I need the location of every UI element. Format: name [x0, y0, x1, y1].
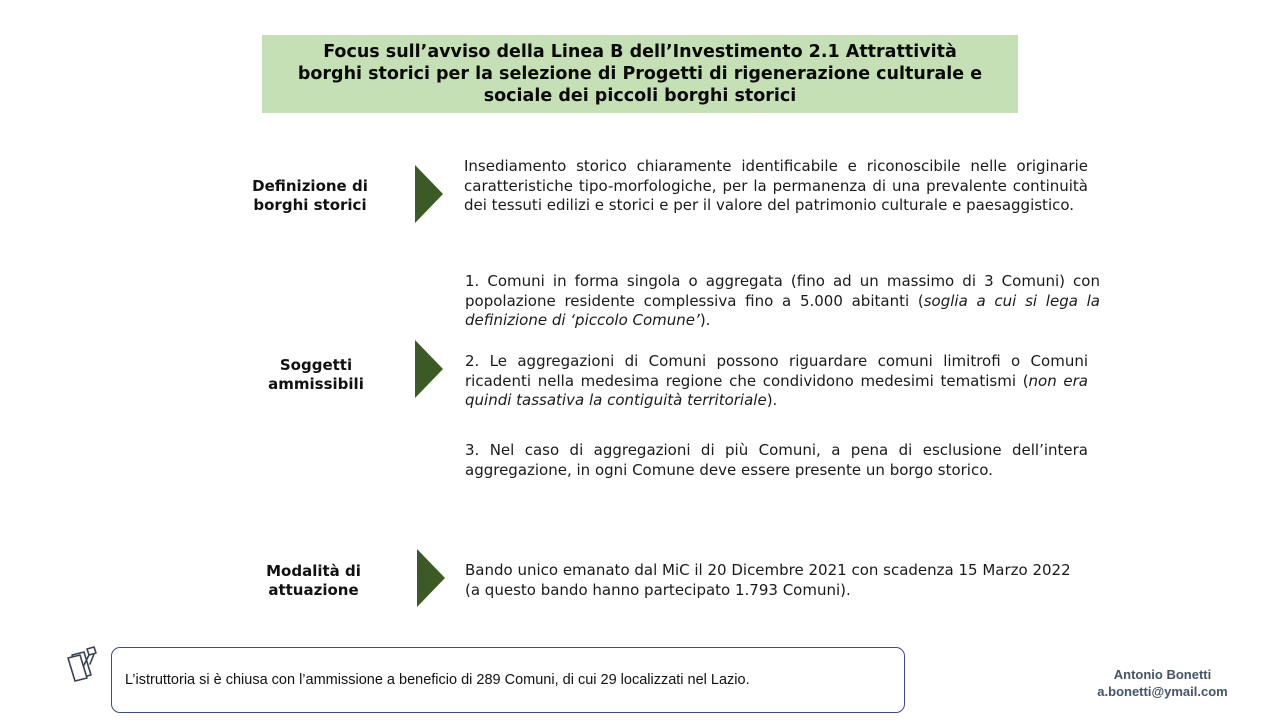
label-definizione: [248, 177, 372, 215]
arrow-modalita-icon: [417, 549, 445, 607]
note-text: L’istruttoria si è chiusa con l’ammissione a beneficio di 289 Comuni, di cui 29 localizzati nel Lazio.: [125, 672, 750, 688]
label-definizione-line-2: borghi storici: [253, 196, 367, 214]
soggetti-item-2: [465, 352, 1088, 411]
author-block: [1070, 666, 1255, 700]
author-name: Antonio Bonetti: [1113, 667, 1212, 682]
label-modalita: [265, 562, 362, 600]
modalita-text: Bando unico emanato dal MiC il 20 Dicembre 2021 con scadenza 15 Marzo 2022 (a questo bando hanno partecipato 1.793 Comuni).: [465, 561, 1071, 599]
notepad-pencil-icon: [64, 645, 102, 683]
label-soggetti-line-1: Soggetti: [279, 356, 353, 374]
title-line-3: sociale dei piccoli borghi storici: [483, 86, 797, 106]
author-email: a.bonetti@ymail.com: [1097, 684, 1228, 699]
slide-title: [262, 35, 1018, 113]
title-line-2: borghi storici per la selezione di Progetti di rigenerazione culturale e: [297, 64, 983, 84]
soggetti-item-3: 3. Nel caso di aggregazioni di più Comuni, a pena di esclusione dell’intera aggregazione, in ogni Comune deve essere presente un borgo storico.: [465, 441, 1088, 479]
soggetti-item-2-italic: non era quindi tassativa la contiguità territoriale: [465, 371, 1088, 409]
soggetti-item-2-end: ).: [766, 391, 778, 409]
soggetti-item-2-text: 2. Le aggregazioni di Comuni possono riguardare comuni limitrofi o Comuni ricadenti nella medesima regione che condividono medesimi tematismi (: [465, 352, 1088, 390]
label-soggetti: [256, 356, 376, 394]
arrow-definizione-icon: [415, 165, 443, 223]
soggetti-item-1-text: 1. Comuni in forma singola o aggregata (fino ad un massimo di 3 Comuni) con popolazione residente complessiva fino a 5.000 abitanti (: [465, 272, 1100, 310]
label-soggetti-line-2: ammissibili: [268, 375, 364, 393]
soggetti-item-1-italic: soglia a cui si lega la definizione di ‘piccolo Comune’: [465, 291, 1100, 329]
note-box: [111, 647, 905, 713]
label-modalita-line-1: Modalità di: [266, 562, 361, 580]
definizione-text: Insediamento storico chiaramente identificabile e riconoscibile nelle originarie caratteristiche tipo-morfologiche, per la permanenza di una prevalente continuità dei tessuti edilizi e storici e per il valore del patrimonio culturale e paesaggistico.: [464, 157, 1088, 214]
title-line-1: Focus sull’avviso della Linea B dell’Investimento 2.1 Attrattività: [323, 42, 957, 62]
arrow-soggetti-icon: [415, 340, 443, 398]
label-definizione-line-1: Definizione di: [252, 177, 368, 195]
soggetti-item-1: [465, 272, 1100, 331]
soggetti-item-1-end: ).: [699, 311, 711, 329]
label-modalita-line-2: attuazione: [268, 581, 359, 599]
